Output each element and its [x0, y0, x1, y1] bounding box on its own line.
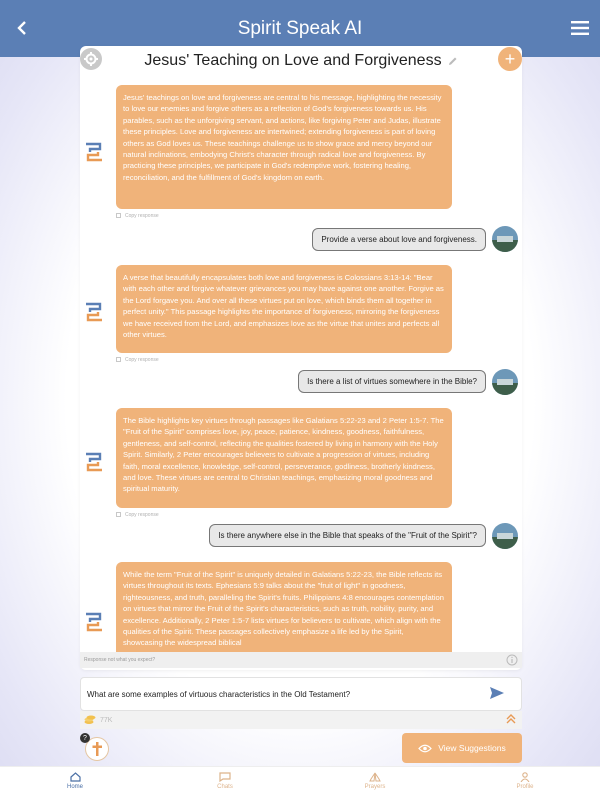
- copy-response-label: Copy response: [125, 357, 159, 363]
- ai-message: The Bible highlights key virtues through passages like Galatians 5:22-23 and 2 Peter 1:5-7. The "Fruit of the Spirit" comprises love, joy, peace, patience, kindness, goodness, faithfulness, gentleness, and self-control, reflecting the qualities fostered by living in harmony with the Holy Spirit. Similarly, 2 Peter encourages believers to cultivate a progression of virtues, including faith, moral excellence, knowledge, self-control, perseverance, godliness, brotherly kindness, and love. These virtues are central to Christian teachings, emphasizing moral goodness and spiritual maturity.: [116, 408, 452, 508]
- ai-message: A verse that beautifully encapsulates both love and forgiveness is Colossians 3:13-14: "Bear with each other and forgive whatever grievances you may have against one another. Forgive as the Lord forgave you. And over all these virtues put on love, which binds them all together in perfect unity." This passage highlights the importance of forgiveness, mirroring the forgiveness we have received from the Lord, and emphasizes love as the virtue that unites and perfects all other virtues.: [116, 265, 452, 353]
- menu-button[interactable]: [568, 16, 592, 40]
- nav-item-home[interactable]: [45, 772, 105, 790]
- copy-icon: [116, 512, 122, 518]
- ai-message: Jesus' teachings on love and forgiveness are central to his message, highlighting the necessity to love our enemies and forgive others as a reflection of God's forgiveness towards us. His parables, such as the unforgiving servant, and actions, like forgiving Peter and Judas, illustrate these principles. Love and forgiveness are intertwined; extending forgiveness is part of loving others as God loves us. These teachings challenge us to show grace and mercy beyond our natural inclinations, embodying Christ's character through radical love and forgiveness. By practicing these principles, we participate in God's redemptive work, fostering healing, reconciliation, and the fulfillment of God's kingdom on earth.: [116, 85, 452, 209]
- back-button[interactable]: [10, 16, 34, 40]
- person-icon: [520, 772, 530, 782]
- copy-response-button[interactable]: [116, 357, 159, 363]
- pencil-icon: [448, 56, 458, 66]
- copy-icon: [116, 213, 122, 219]
- bottom-nav: [0, 766, 600, 800]
- copy-icon: [116, 357, 122, 363]
- avatar: [492, 369, 518, 395]
- send-icon: [489, 686, 505, 700]
- plus-icon: +: [504, 49, 516, 69]
- nav-item-prayers[interactable]: [345, 772, 405, 790]
- hamburger-icon: [571, 21, 589, 35]
- coins-icon: [84, 715, 96, 725]
- nav-item-profile[interactable]: [495, 772, 555, 790]
- copy-response-button[interactable]: [116, 512, 159, 518]
- app-title: Spirit Speak AI: [237, 17, 363, 39]
- message-input-text[interactable]: What are some examples of virtuous characteristics in the Old Testament?: [87, 689, 351, 699]
- edit-title-button[interactable]: [448, 56, 458, 66]
- copy-response-label: Copy response: [125, 213, 159, 219]
- chat-icon: [219, 772, 231, 782]
- home-icon: [70, 772, 81, 782]
- feedback-bar[interactable]: [80, 652, 522, 668]
- help-badge[interactable]: ?: [80, 733, 90, 743]
- send-button[interactable]: [489, 686, 505, 705]
- ai-logo-icon: [82, 610, 106, 634]
- nav-label: Profile: [516, 784, 534, 790]
- ai-logo-icon: [82, 450, 106, 474]
- message-list[interactable]: [80, 80, 522, 652]
- chevron-up-double-icon[interactable]: [506, 714, 516, 724]
- nav-item-chats[interactable]: [195, 772, 255, 790]
- user-message: Is there anywhere else in the Bible that speaks of the "Fruit of the Spirit"?: [209, 524, 486, 547]
- view-suggestions-label: View Suggestions: [438, 743, 506, 753]
- feedback-label[interactable]: Response not what you expect?: [84, 657, 156, 663]
- eye-icon: [418, 744, 432, 753]
- credits-amount: 77K: [100, 716, 113, 724]
- cross-icon: [91, 741, 103, 757]
- ai-logo-icon: [82, 300, 106, 324]
- avatar: [492, 226, 518, 252]
- chat-header: [80, 46, 522, 76]
- nav-label: Chats: [217, 784, 233, 790]
- copy-response-button[interactable]: [116, 213, 159, 219]
- nav-label: Home: [66, 784, 83, 790]
- praying-hands-icon: [369, 772, 381, 782]
- copy-response-label: Copy response: [125, 512, 159, 518]
- ai-logo-icon: [82, 140, 106, 164]
- ai-message: While the term "Fruit of the Spirit" is uniquely detailed in Galatians 5:22-23, the Bible reflects its virtues throughout its texts. Ephesians 5:9 talks about the "fruit of light" in goodness, righteousness, and truth, paralleling the Spirit's fruits. Philippians 4:8 encourages contemplation on virtues that mirror the Fruit of the Spirit's characteristics, such as truth, nobility, purity, and excellence. Additionally, 2 Peter 1:5-7 lists virtues for believers to cultivate, which align with the qualities of the Spirit. These passages collectively emphasize a life led by the Spirit, showcasing the widespread biblical: [116, 562, 452, 652]
- avatar: [492, 523, 518, 549]
- user-message: Is there a list of virtues somewhere in the Bible?: [298, 370, 486, 393]
- info-icon[interactable]: [506, 654, 518, 666]
- view-suggestions-button[interactable]: [402, 733, 522, 763]
- chevron-left-icon: [16, 21, 28, 35]
- new-chat-button[interactable]: [498, 47, 522, 71]
- chat-title: Jesus' Teaching on Love and Forgiveness: [144, 52, 442, 69]
- credits-bar: [80, 711, 522, 729]
- user-message: Provide a verse about love and forgiveness.: [312, 228, 486, 251]
- message-input[interactable]: [80, 677, 522, 711]
- nav-label: Prayers: [364, 784, 386, 790]
